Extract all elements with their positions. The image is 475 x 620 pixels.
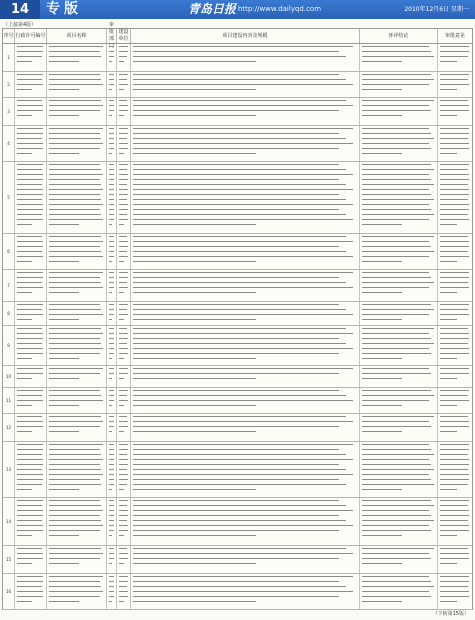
text-block — [47, 498, 107, 545]
text-block — [107, 388, 117, 413]
table-row — [3, 162, 472, 234]
text-block — [131, 498, 360, 545]
text-block — [107, 44, 117, 71]
row-number: 9 — [3, 326, 15, 365]
text-block — [15, 126, 47, 161]
text-block — [107, 574, 117, 609]
row-number: 15 — [3, 546, 15, 573]
text-block — [47, 162, 107, 233]
text-block — [107, 234, 117, 269]
page-header — [0, 0, 475, 19]
text-block — [47, 44, 107, 71]
text-block — [360, 126, 438, 161]
text-block — [360, 162, 438, 233]
continued-on-note: （下转第15版） — [432, 611, 469, 617]
text-block — [438, 270, 472, 301]
text-block — [117, 574, 131, 609]
text-block — [438, 388, 472, 413]
table-row — [3, 414, 472, 442]
text-block — [360, 546, 438, 573]
text-block — [117, 234, 131, 269]
row-number: 16 — [3, 574, 15, 609]
row-number: 1 — [3, 44, 15, 71]
text-block — [15, 72, 47, 97]
text-block — [438, 302, 472, 325]
text-block — [15, 442, 47, 497]
text-block — [438, 126, 472, 161]
text-block — [438, 546, 472, 573]
column-header: 项目名称 — [47, 29, 107, 43]
text-block — [15, 234, 47, 269]
text-block — [117, 44, 131, 71]
text-block — [131, 326, 360, 365]
text-block — [47, 442, 107, 497]
text-block — [438, 234, 472, 269]
text-block — [117, 302, 131, 325]
table-row — [3, 574, 472, 610]
text-block — [360, 326, 438, 365]
page-number: 14 — [0, 0, 40, 19]
row-number: 3 — [3, 98, 15, 125]
text-block — [131, 546, 360, 573]
row-number: 4 — [3, 126, 15, 161]
text-block — [360, 44, 438, 71]
text-block — [15, 326, 47, 365]
text-block — [438, 498, 472, 545]
text-block — [131, 270, 360, 301]
text-block — [15, 546, 47, 573]
table-row — [3, 442, 472, 498]
text-block — [131, 388, 360, 413]
text-block — [131, 234, 360, 269]
table-row — [3, 44, 472, 72]
continued-label: （上接第4版） — [3, 22, 37, 28]
text-block — [360, 270, 438, 301]
text-block — [15, 414, 47, 441]
text-block — [15, 270, 47, 301]
newspaper-logo: 青岛日报 — [188, 2, 237, 16]
text-block — [47, 326, 107, 365]
table-row — [3, 270, 472, 302]
table-row — [3, 72, 472, 98]
text-block — [107, 366, 117, 387]
text-block — [131, 162, 360, 233]
row-number: 12 — [3, 414, 15, 441]
row-number: 11 — [3, 388, 15, 413]
website-url[interactable]: http://www.dailyqd.com — [238, 5, 322, 13]
text-block — [438, 44, 472, 71]
column-header: 审批部 — [107, 29, 117, 43]
text-block — [360, 302, 438, 325]
text-block — [15, 574, 47, 609]
text-block — [107, 442, 117, 497]
text-block — [107, 270, 117, 301]
text-block — [117, 162, 131, 233]
text-block — [131, 442, 360, 497]
section-title: 专版 — [46, 1, 82, 17]
text-block — [15, 162, 47, 233]
text-block — [117, 366, 131, 387]
text-block — [107, 498, 117, 545]
column-header: 审批意见 — [444, 32, 465, 39]
row-number: 2 — [3, 72, 15, 97]
text-block — [438, 442, 472, 497]
row-number: 6 — [3, 234, 15, 269]
text-block — [47, 72, 107, 97]
row-number: 8 — [3, 302, 15, 325]
text-block — [360, 98, 438, 125]
text-block — [107, 162, 117, 233]
text-block — [117, 388, 131, 413]
text-block — [15, 498, 47, 545]
text-block — [47, 126, 107, 161]
table-row — [3, 388, 472, 414]
row-number: 13 — [3, 442, 15, 497]
text-block — [117, 442, 131, 497]
text-block — [131, 302, 360, 325]
table-row — [3, 302, 472, 326]
row-number: 7 — [3, 270, 15, 301]
text-block — [117, 98, 131, 125]
text-block — [131, 44, 360, 71]
text-block — [107, 126, 117, 161]
text-block — [438, 326, 472, 365]
text-block — [15, 388, 47, 413]
table-row — [3, 98, 472, 126]
text-block — [107, 98, 117, 125]
column-header: 行政许可编号 — [15, 29, 47, 43]
text-block — [107, 414, 117, 441]
row-number: 10 — [3, 366, 15, 387]
text-block — [15, 302, 47, 325]
text-block — [47, 574, 107, 609]
text-block — [117, 270, 131, 301]
text-block — [360, 72, 438, 97]
text-block — [117, 414, 131, 441]
table-row — [3, 234, 472, 270]
table-row — [3, 366, 472, 388]
text-block — [131, 72, 360, 97]
text-block — [47, 388, 107, 413]
text-block — [117, 498, 131, 545]
text-block — [131, 414, 360, 441]
text-block — [117, 546, 131, 573]
text-block — [131, 574, 360, 609]
column-header: 环评结论 — [360, 29, 438, 43]
text-block — [438, 162, 472, 233]
column-header: 建设单位 — [117, 29, 131, 43]
table-row — [3, 546, 472, 574]
text-block — [131, 126, 360, 161]
text-block — [131, 366, 360, 387]
text-block — [107, 302, 117, 325]
table-row — [3, 126, 472, 162]
table-row — [3, 326, 472, 366]
text-block — [360, 574, 438, 609]
text-block — [107, 326, 117, 365]
text-block — [131, 98, 360, 125]
text-block — [47, 270, 107, 301]
column-header: 项目建设内容及规模 — [131, 29, 360, 43]
text-block — [15, 44, 47, 71]
text-block — [360, 366, 438, 387]
text-block — [47, 366, 107, 387]
text-block — [15, 366, 47, 387]
text-block — [360, 388, 438, 413]
text-block — [360, 234, 438, 269]
text-block — [47, 546, 107, 573]
column-header: 序号 — [3, 29, 15, 43]
row-number: 14 — [3, 498, 15, 545]
text-block — [438, 414, 472, 441]
text-block — [47, 234, 107, 269]
issue-date: 2010年12月6日 星期一 — [404, 6, 469, 13]
text-block — [107, 72, 117, 97]
text-block — [360, 442, 438, 497]
text-block — [360, 498, 438, 545]
text-block — [438, 72, 472, 97]
text-block — [47, 98, 107, 125]
text-block — [117, 126, 131, 161]
text-block — [47, 302, 107, 325]
text-block — [438, 366, 472, 387]
text-block — [360, 414, 438, 441]
text-block — [15, 98, 47, 125]
text-block — [438, 574, 472, 609]
text-block — [47, 414, 107, 441]
text-block — [117, 72, 131, 97]
table-row — [3, 498, 472, 546]
row-number: 5 — [3, 162, 15, 233]
text-block — [107, 546, 117, 573]
text-block — [117, 326, 131, 365]
text-block — [438, 98, 472, 125]
